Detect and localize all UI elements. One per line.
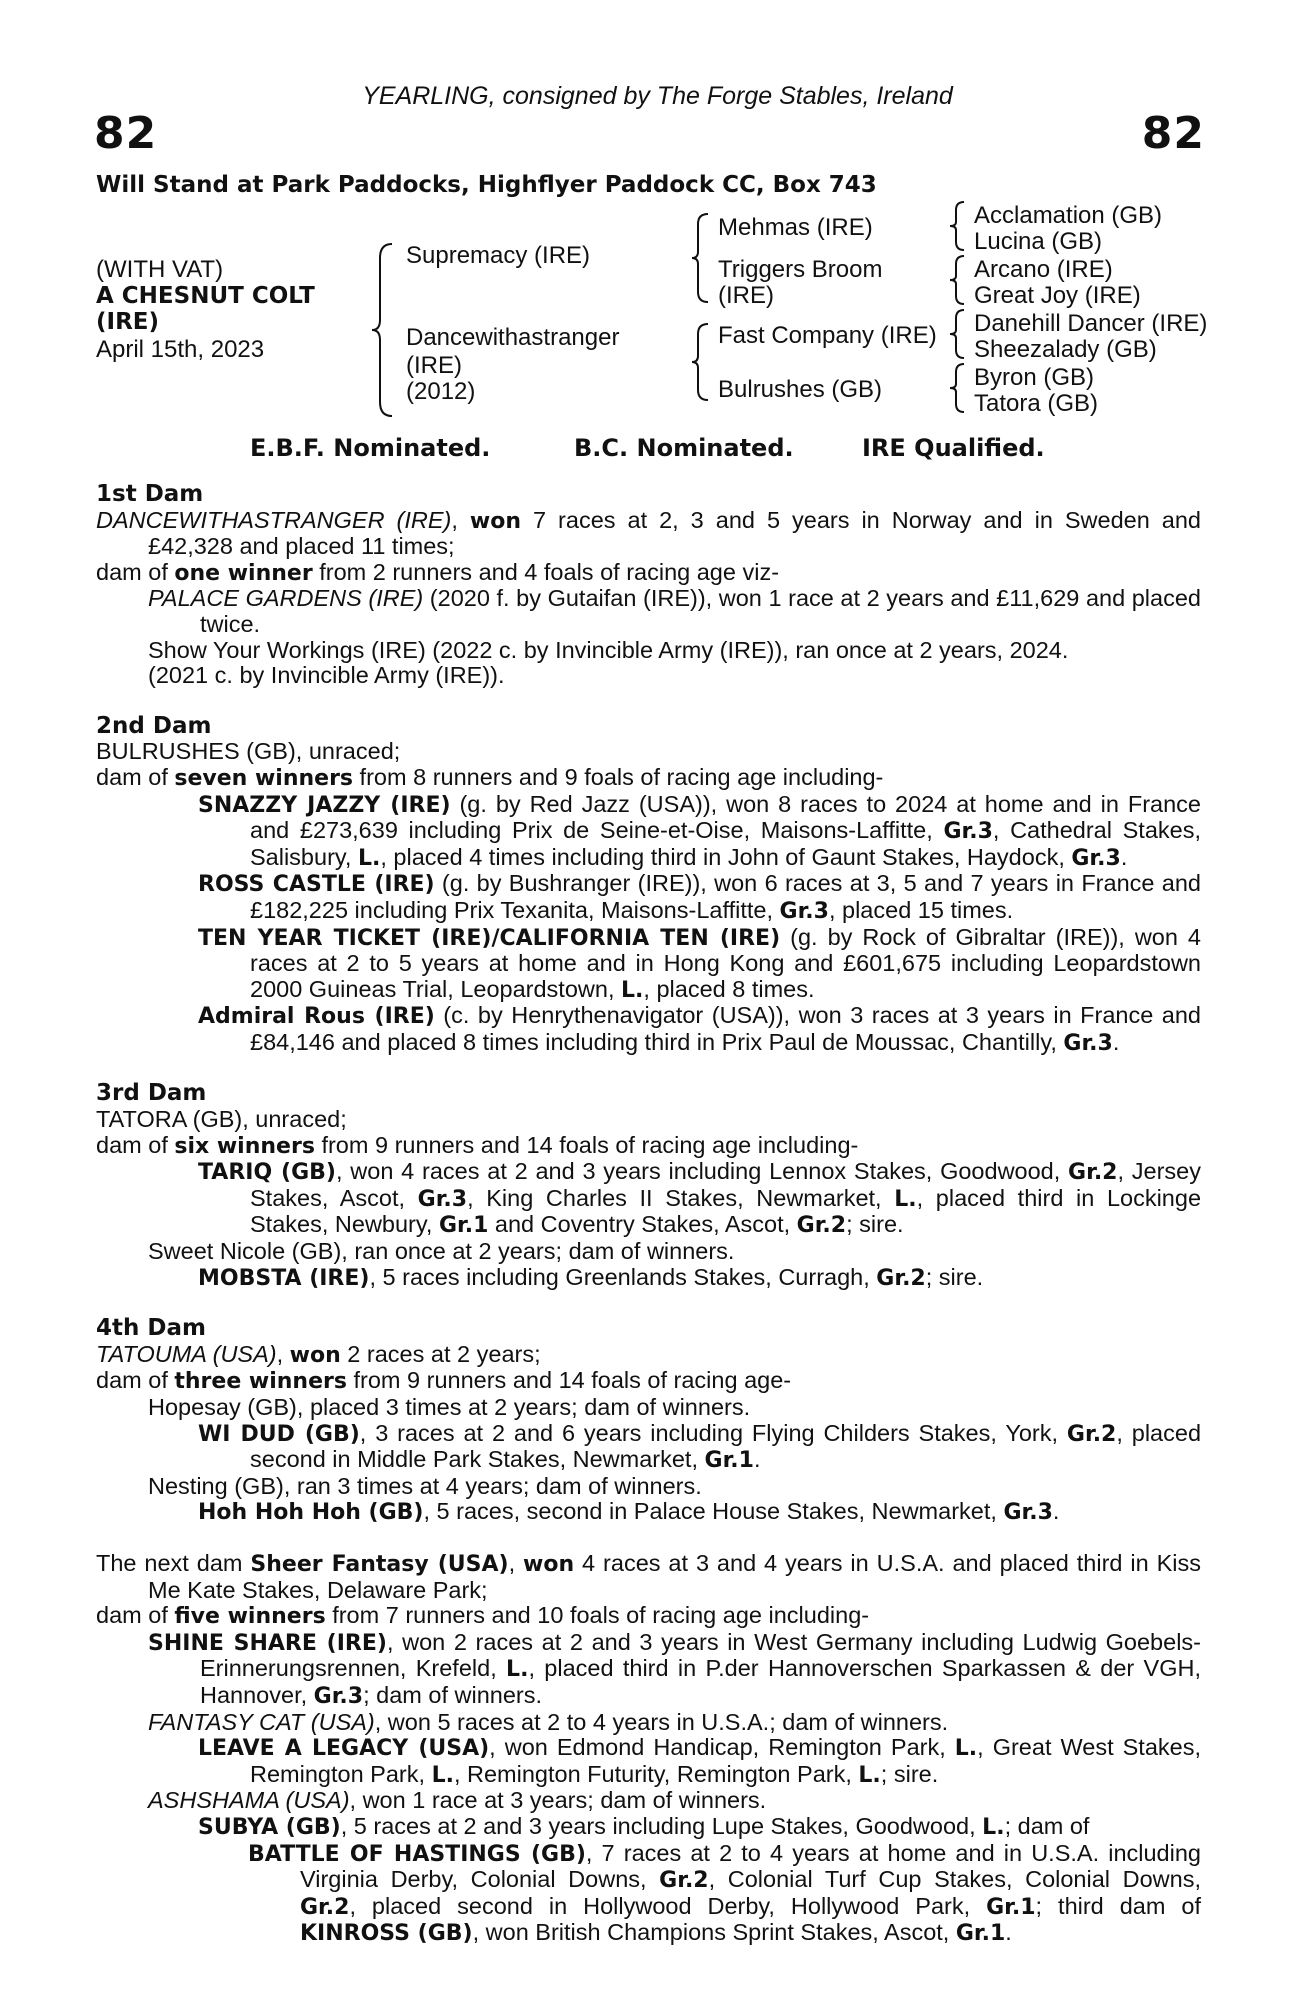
next-dam-entry: The next dam Sheer Fantasy (USA), won 4 races at 3 and 4 years in U.S.A. and placed third in Kiss Me Kate Stakes, Delaware Park; [96, 1549, 1201, 1603]
dam-name-suffix: (IRE) [406, 352, 462, 379]
first-dam-produce-summary: dam of one winner from 2 runners and 4 foals of racing age viz- [96, 558, 780, 586]
stand-info: Will Stand at Park Paddocks, Highflyer Paddock CC, Box 743 [96, 172, 877, 198]
produce-entry: Hoh Hoh Hoh (GB), 5 races, second in Palace House Stakes, Newmarket, Gr.3. [198, 1498, 1060, 1526]
produce-entry: SUBYA (GB), 5 races at 2 and 3 years including Lupe Stakes, Goodwood, L.; dam of [198, 1812, 1090, 1840]
vat-label: (WITH VAT) [96, 256, 224, 283]
produce-entry: (2021 c. by Invincible Army (IRE)). [148, 662, 505, 689]
lot-number-right: 82 [1141, 108, 1205, 159]
gg-sire-3: Danehill Dancer (IRE) [974, 310, 1208, 337]
produce-entry: Sweet Nicole (GB), ran once at 2 years; dam of winners. [148, 1238, 735, 1265]
gg-dam-4: Tatora (GB) [974, 390, 1099, 417]
third-dam-entry: TATORA (GB), unraced; [96, 1106, 347, 1133]
gg-sire-2: Arcano (IRE) [974, 256, 1113, 283]
sire-dam-name-suffix: (IRE) [718, 282, 774, 309]
ire-qualification: IRE Qualified. [862, 434, 1045, 462]
pedigree-bracket-g4 [948, 362, 968, 414]
produce-entry: SHINE SHARE (IRE), won 2 races at 2 and 3 years in West Germany including Ludwig Goebels-Erinnerungsrennen, Krefeld, L., placed third in P.der Hannoverschen Sparkassen & der VGH, Hannover, Gr.3; dam of winners. [148, 1628, 1201, 1709]
produce-entry: LEAVE A LEGACY (USA), won Edmond Handicap, Remington Park, L., Great West Stakes, Remington Park, L., Remington Futurity, Remington Park, L.; sire. [198, 1734, 1201, 1788]
produce-entry: WI DUD (GB), 3 races at 2 and 6 years including Flying Childers Stakes, York, Gr.2, placed second in Middle Park Stakes, Newmarket, Gr.1. [198, 1419, 1202, 1474]
pedigree-bracket-g1 [948, 200, 968, 252]
produce-entry: BATTLE OF HASTINGS (GB), 7 races at 2 to 4 years at home and in U.S.A. including Virginia Derby, Colonial Downs, Gr.2, Colonial Turf Cup Stakes, Colonial Downs, Gr.2, placed second in Hollywood Derby, Hollywood Park, Gr.1; third dam of KINROSS (GB), won British Champions Sprint Stakes, Ascot, Gr.1. [248, 1839, 1201, 1947]
gg-sire-4: Byron (GB) [974, 364, 1095, 391]
dam-name: Dancewithastranger [406, 324, 620, 351]
section-heading-2nd-dam: 2nd Dam [96, 712, 212, 739]
gg-dam-3: Sheezalady (GB) [974, 336, 1157, 363]
pedigree-bracket-g2 [948, 254, 968, 306]
section-heading-3rd-dam: 3rd Dam [96, 1080, 207, 1107]
pedigree-bracket-g3 [948, 308, 968, 360]
produce-entry: MOBSTA (IRE), 5 races including Greenlands Stakes, Curragh, Gr.2; sire. [198, 1263, 984, 1291]
second-dam-produce-summary: dam of seven winners from 8 runners and 9 foals of racing age including- [96, 763, 884, 791]
produce-entry: TARIQ (GB), won 4 races at 2 and 3 years including Lennox Stakes, Goodwood, Gr.2, Jersey Stakes, Ascot, Gr.3, King Charles II Stakes, Newmarket, L., placed third in Lockinge Stakes, Newbury, Gr.1 and Coventry Stakes, Ascot, Gr.2; sire. [198, 1158, 1202, 1239]
section-heading-1st-dam: 1st Dam [96, 481, 204, 507]
ebf-nomination: E.B.F. Nominated. [250, 434, 491, 462]
first-dam-entry: DANCEWITHASTRANGER (IRE), won 7 races at 2, 3 and 5 years in Norway and in Sweden and £42,328 and placed 11 times; [96, 506, 1201, 560]
pedigree-bracket-main [370, 240, 400, 420]
produce-entry: TEN YEAR TICKET (IRE)/CALIFORNIA TEN (IRE) (g. by Rock of Gibraltar (IRE)), won 4 races at 2 to 5 years at home and in Hong Kong and £601,675 including Leopardstown 2000 Guineas Trial, Leopardstown, L., placed 8 times. [198, 923, 1201, 1003]
lot-number-left: 82 [94, 108, 158, 159]
gg-dam-2: Great Joy (IRE) [974, 282, 1141, 309]
bc-nomination: B.C. Nominated. [574, 434, 794, 462]
fourth-dam-entry: TATOUMA (USA), won 2 races at 2 years; [96, 1340, 541, 1368]
third-dam-produce-summary: dam of six winners from 9 runners and 14 foals of racing age including- [96, 1131, 859, 1159]
pedigree-bracket-dam [690, 322, 712, 402]
dam-sire-name: Fast Company (IRE) [718, 322, 937, 349]
sire-name: Supremacy (IRE) [406, 242, 591, 269]
horse-name: A CHESNUT COLT [96, 283, 315, 309]
produce-entry: PALACE GARDENS (IRE) (2020 f. by Gutaifan (IRE)), won 1 race at 2 years and £11,629 and placed twice. [148, 585, 1201, 637]
produce-entry: Admiral Rous (IRE) (c. by Henrythenavigator (USA)), won 3 races at 3 years in France and £84,146 and placed 8 times including third in Prix Paul de Moussac, Chantilly, Gr.3. [198, 1002, 1201, 1056]
section-heading-4th-dam: 4th Dam [96, 1315, 206, 1342]
produce-entry: Show Your Workings (IRE) (2022 c. by Invincible Army (IRE)), ran once at 2 years, 2024. [148, 636, 1069, 663]
gg-sire-1: Acclamation (GB) [974, 202, 1163, 229]
pedigree-bracket-sire [690, 212, 712, 304]
fourth-dam-produce-summary: dam of three winners from 9 runners and 14 foals of racing age- [96, 1367, 792, 1395]
foaling-date: April 15th, 2023 [96, 336, 265, 363]
produce-entry: ROSS CASTLE (IRE) (g. by Bushranger (IRE)), won 6 races at 3, 5 and 7 years in France and £182,225 including Prix Texanita, Maisons-Laffitte, Gr.3, placed 15 times. [198, 870, 1201, 924]
sire-dam-name: Triggers Broom [718, 256, 883, 283]
next-dam-produce-summary: dam of five winners from 7 runners and 10 foals of racing age including- [96, 1602, 870, 1630]
second-dam-entry: BULRUSHES (GB), unraced; [96, 738, 401, 765]
sire-sire-name: Mehmas (IRE) [718, 214, 873, 241]
gg-dam-1: Lucina (GB) [974, 228, 1103, 255]
produce-entry: FANTASY CAT (USA), won 5 races at 2 to 4 years in U.S.A.; dam of winners. [148, 1708, 949, 1735]
catalogue-body [96, 482, 1201, 1947]
dam-dam-name: Bulrushes (GB) [718, 376, 883, 403]
consignor-header: YEARLING, consigned by The Forge Stables, Ireland [362, 82, 953, 110]
dam-year: (2012) [406, 378, 476, 405]
produce-entry: ASHSHAMA (USA), won 1 race at 3 years; dam of winners. [148, 1787, 767, 1814]
produce-entry: Nesting (GB), ran 3 times at 4 years; dam of winners. [148, 1472, 702, 1499]
produce-entry: Hopesay (GB), placed 3 times at 2 years; dam of winners. [148, 1394, 751, 1420]
horse-name-suffix: (IRE) [96, 309, 160, 335]
produce-entry: SNAZZY JAZZY (IRE) (g. by Red Jazz (USA)), won 8 races to 2024 at home and in France and £273,639 including Prix de Seine-et-Oise, Maisons-Laffitte, Gr.3, Cathedral Stakes, Salisbury, L., placed 4 times including third in John of Gaunt Stakes, Haydock, Gr.3. [198, 790, 1201, 871]
